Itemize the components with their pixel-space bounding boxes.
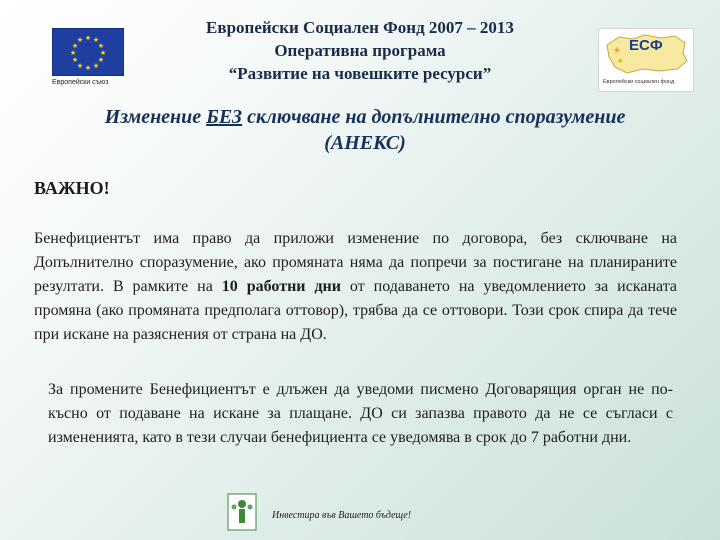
subtitle-line-1 bbox=[20, 104, 710, 130]
esf-logo bbox=[598, 28, 694, 92]
svg-text:★: ★ bbox=[84, 64, 92, 72]
header-line-2: Оперативна програма bbox=[274, 41, 446, 60]
paragraph-1-text-before: Бенефициентът има право да приложи изменение по договора, без сключване на Допълнително споразумение, ако промяната няма да попречи за постигане на планираните резултати. В рамките на bbox=[34, 230, 677, 295]
svg-text:★: ★ bbox=[613, 45, 622, 55]
subtitle-part-2: сключване на допълнително споразумение bbox=[242, 106, 626, 128]
subtitle-underlined: БЕЗ bbox=[206, 106, 243, 128]
paragraph-1-text-after: от подаването на уведомлението за исканата промяна (ако промяната предполага оттовор), трябва да се оттовори. Този срок спира да тече при искане на разяснения от страна на ДО. bbox=[34, 278, 678, 343]
subtitle-part-1: Изменение bbox=[104, 106, 207, 128]
header-line-3: “Развитие на човешките ресурси” bbox=[228, 64, 492, 83]
svg-text:★: ★ bbox=[76, 36, 84, 44]
svg-text:★: ★ bbox=[92, 62, 100, 70]
eu-logo bbox=[52, 28, 128, 88]
svg-text:★: ★ bbox=[84, 34, 92, 42]
svg-text:★: ★ bbox=[76, 62, 84, 70]
eu-logo-caption: Европейски съюз bbox=[52, 79, 109, 86]
svg-text:★: ★ bbox=[97, 56, 105, 64]
svg-text:★: ★ bbox=[71, 56, 79, 64]
header-title bbox=[150, 16, 570, 85]
svg-text:★: ★ bbox=[97, 42, 105, 50]
esf-people-logo-icon bbox=[220, 492, 264, 532]
svg-text:★: ★ bbox=[69, 49, 77, 57]
svg-text:★: ★ bbox=[99, 49, 107, 57]
subtitle-line-2: (АНЕКС) bbox=[324, 132, 406, 154]
slide-subtitle bbox=[20, 104, 710, 156]
paragraph-2: За промените Бенефициентът е длъжен да уведоми писмено Договарящия орган не по-късно от подаване на искане за плащане. ДО си запазва правото да не се съгласи с измененията, като в тези случаи бенефициента се уведомява в срок до 7 работни дни. bbox=[48, 381, 673, 446]
paragraph-1-bold: 10 работни дни bbox=[221, 278, 341, 295]
important-heading: ВАЖНО! bbox=[34, 178, 110, 198]
eu-flag-icon bbox=[52, 28, 124, 76]
esf-logo-caption: Европейски социален фонд bbox=[603, 79, 675, 85]
footer-slogan: Инвестира във Вашето бъдеще! bbox=[272, 510, 412, 521]
esf-logo-text: ЕСФ bbox=[629, 37, 663, 54]
header-line-1: Европейски Социален Фонд 2007 – 2013 bbox=[206, 18, 514, 37]
paragraph-1 bbox=[34, 227, 677, 347]
svg-text:★: ★ bbox=[71, 42, 79, 50]
svg-text:★: ★ bbox=[92, 36, 100, 44]
svg-text:★: ★ bbox=[617, 57, 624, 65]
